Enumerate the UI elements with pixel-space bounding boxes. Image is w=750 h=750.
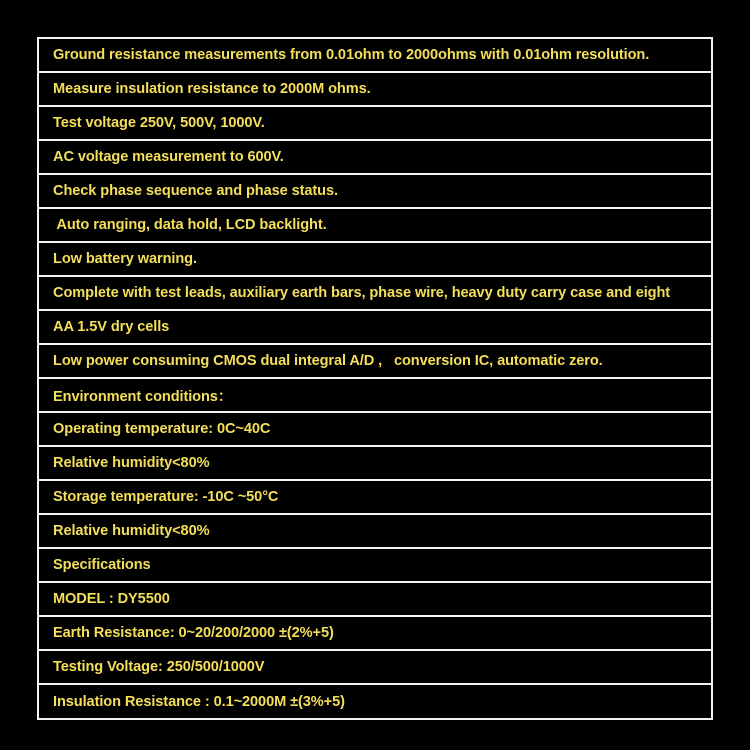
spec-table [37,37,713,720]
spec-row: Operating temperature: 0C~40C [39,413,711,447]
spec-row: Low battery warning. [39,243,711,277]
spec-row: Low power consuming CMOS dual integral A/D , conversion IC, automatic zero. [39,345,711,379]
spec-row: Earth Resistance: 0~20/200/2000 ±(2%+5) [39,617,711,651]
spec-row: Auto ranging, data hold, LCD backlight. [39,209,711,243]
spec-row: Test voltage 250V, 500V, 1000V. [39,107,711,141]
spec-row: Check phase sequence and phase status. [39,175,711,209]
spec-row: Specifications [39,549,711,583]
spec-row: Measure insulation resistance to 2000M ohms. [39,73,711,107]
spec-row: AC voltage measurement to 600V. [39,141,711,175]
spec-row: Storage temperature: -10C ~50°C [39,481,711,515]
spec-row: Complete with test leads, auxiliary earth bars, phase wire, heavy duty carry case and eight [39,277,711,311]
spec-row: Relative humidity<80% [39,515,711,549]
spec-row: MODEL : DY5500 [39,583,711,617]
spec-row: Ground resistance measurements from 0.01ohm to 2000ohms with 0.01ohm resolution. [39,39,711,73]
spec-row: AA 1.5V dry cells [39,311,711,345]
spec-row: Testing Voltage: 250/500/1000V [39,651,711,685]
spec-row: Relative humidity<80% [39,447,711,481]
spec-row: Insulation Resistance : 0.1~2000M ±(3%+5) [53,693,345,710]
spec-row: Environment conditions： [39,379,711,413]
